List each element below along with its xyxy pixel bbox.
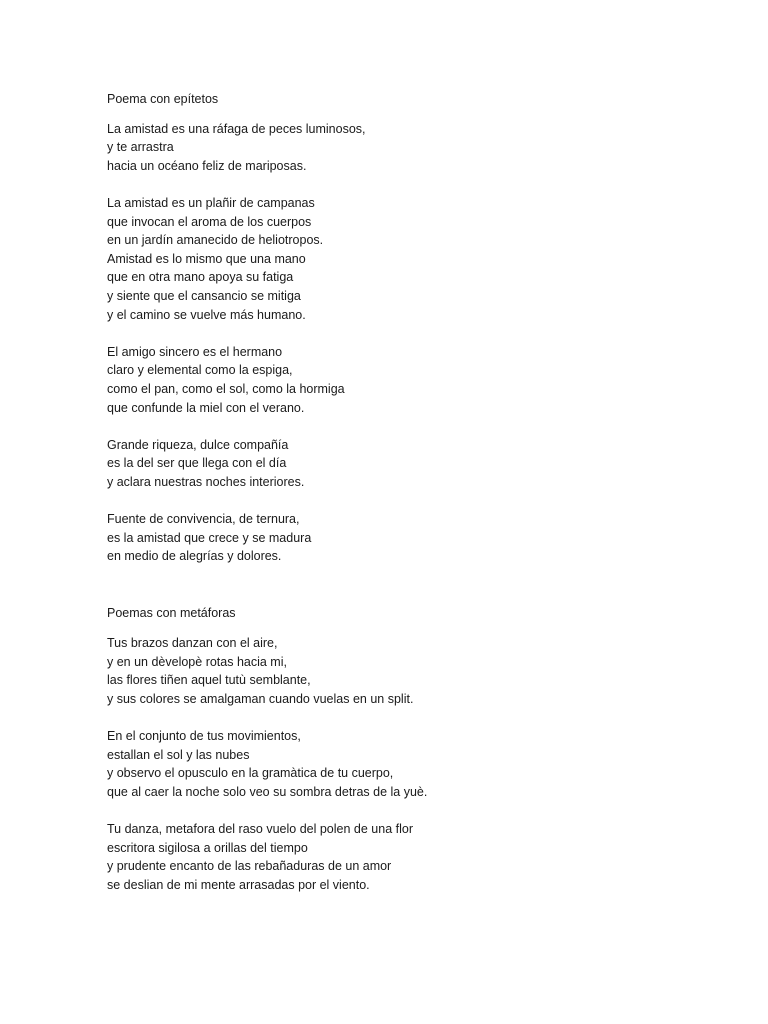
poem-line: y en un dèvelopè rotas hacia mi, (107, 654, 287, 669)
poem-line: es la amistad que crece y se madura (107, 530, 312, 545)
poem-line: escritora sigilosa a orillas del tiempo (107, 840, 308, 855)
poem-line: y prudente encanto de las rebañaduras de un amor (107, 859, 392, 874)
poem-line: La amistad es una ráfaga de peces luminosos, (107, 121, 366, 136)
poem-line: en medio de alegrías y dolores. (107, 549, 282, 564)
poem-line: Tu danza, metafora del raso vuelo del polen de una flor (107, 821, 413, 836)
poem-line: La amistad es un plañir de campanas (107, 195, 315, 210)
poem-line: las flores tiñen aquel tutù semblante, (107, 673, 311, 688)
poem-line: que en otra mano apoya su fatiga (107, 270, 294, 285)
stanza (107, 727, 727, 801)
poem-line: El amigo sincero es el hermano (107, 344, 283, 359)
poem-line: y siente que el cansancio se mitiga (107, 288, 301, 303)
poem-line: y sus colores se amalgaman cuando vuelas en un split. (107, 691, 414, 706)
poem-line: Fuente de convivencia, de ternura, (107, 512, 300, 527)
poem-line: En el conjunto de tus movimientos, (107, 729, 301, 743)
poem-line: es la del ser que llega con el día (107, 456, 287, 471)
poem-line: estallan el sol y las nubes (107, 747, 250, 762)
poem-line: Tus brazos danzan con el aire, (107, 636, 278, 651)
poem-line: en un jardín amanecido de heliotropos. (107, 233, 324, 248)
poem-line: y te arrastra (107, 140, 174, 155)
poem-section (107, 90, 727, 566)
section-title: Poema con epítetos (107, 92, 219, 106)
section-title: Poemas con metáforas (107, 606, 236, 621)
poem-line: y observo el opusculo en la gramàtica de tu cuerpo, (107, 766, 394, 781)
stanza (107, 820, 727, 894)
stanza (107, 436, 727, 492)
poem-line: y aclara nuestras noches interiores. (107, 474, 305, 489)
stanza (107, 194, 727, 324)
stanza (107, 510, 727, 566)
poem-line: Amistad es lo mismo que una mano (107, 251, 306, 266)
poem-line: como el pan, como el sol, como la hormiga (107, 381, 345, 396)
poem-line: que al caer la noche solo veo su sombra detras de la yuè. (107, 784, 428, 799)
stanza (107, 634, 727, 708)
poem-line: claro y elemental como la espiga, (107, 363, 293, 378)
poem-section (107, 604, 727, 894)
poem-line: y el camino se vuelve más humano. (107, 307, 306, 322)
document-page (107, 90, 727, 913)
poem-line: que invocan el aroma de los cuerpos (107, 214, 312, 229)
section-spacer (107, 584, 727, 604)
poem-line: se deslian de mi mente arrasadas por el viento. (107, 877, 370, 892)
poem-line: Grande riqueza, dulce compañía (107, 437, 289, 452)
poem-line: que confunde la miel con el verano. (107, 400, 305, 415)
poem-line: hacia un océano feliz de mariposas. (107, 158, 307, 173)
stanza (107, 343, 727, 417)
stanza (107, 120, 727, 176)
